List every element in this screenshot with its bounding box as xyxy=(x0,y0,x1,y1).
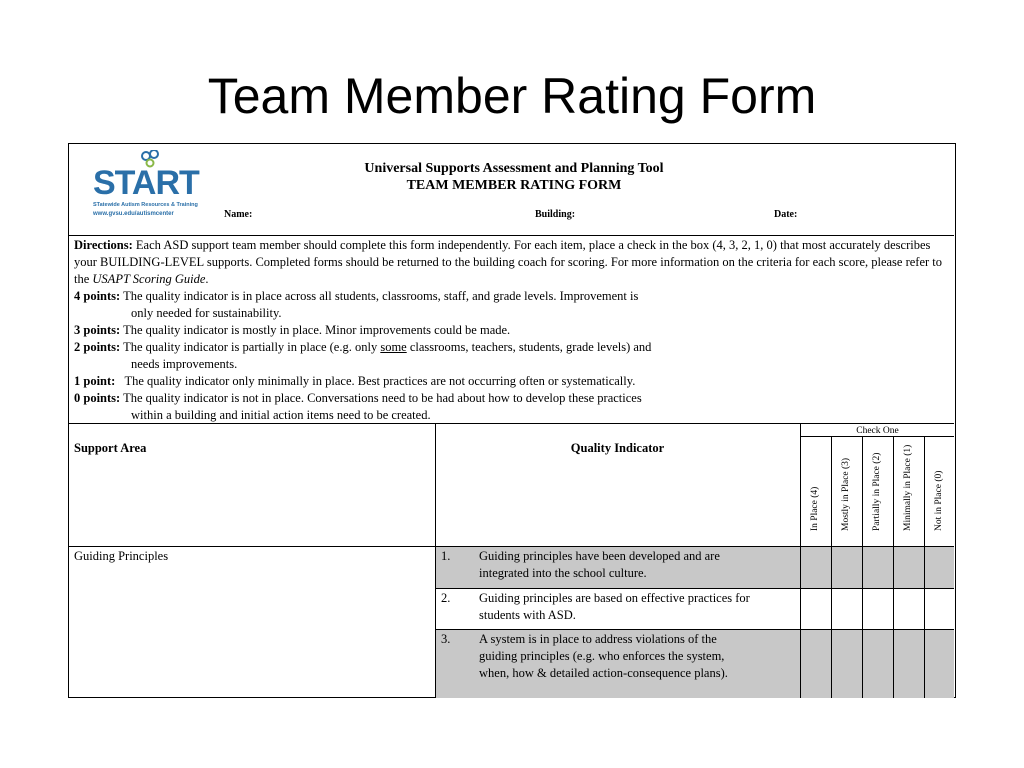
check-box[interactable] xyxy=(801,589,831,629)
start-logo xyxy=(93,150,199,220)
point-4-line: 4 points: The quality indicator is in place across all students, classrooms, staff, and grade levels. Improvement is xyxy=(74,289,639,303)
rating-form xyxy=(68,143,956,698)
item-number: 3. xyxy=(441,632,451,646)
slide-title: Team Member Rating Form xyxy=(207,68,817,124)
logo-wordmark: START xyxy=(93,164,199,202)
quality-indicator-header: Quality Indicator xyxy=(570,441,665,455)
logo-tagline: STatewide Autism Resources & Training xyxy=(93,202,198,208)
directions-label: Directions: xyxy=(74,238,133,252)
check-box[interactable] xyxy=(863,589,893,629)
rating-header-3: Mostly in Place (3) xyxy=(840,457,851,531)
directions-body: Each ASD support team member should complete this form independently. For each item, place a check in the box (4, 3, 2, 1, 0) that most accurately describes your BUILDING-LEVEL supports. Completed forms should be returned to the building coach for scoring. For more information on the criteria for each score, please refer to the xyxy=(74,238,943,286)
rating-col-3 xyxy=(831,437,862,545)
directions-text xyxy=(74,237,950,288)
check-box[interactable] xyxy=(832,630,862,698)
check-box[interactable] xyxy=(925,547,954,588)
check-box[interactable] xyxy=(832,547,862,588)
rating-header-2: Partially in Place (2) xyxy=(871,452,882,531)
rating-col-1 xyxy=(893,437,924,545)
item-number: 2. xyxy=(441,591,451,605)
directions-end: . xyxy=(205,272,209,286)
check-box[interactable] xyxy=(801,630,831,698)
rating-header-1: Minimally in Place (1) xyxy=(902,444,913,531)
directions-section xyxy=(69,235,954,424)
point-1-line: 1 point: The quality indicator only minimally in place. Best practices are not occurring often or systematically. xyxy=(74,374,636,388)
check-box[interactable] xyxy=(894,547,924,588)
item-number: 1. xyxy=(441,549,451,563)
building-field-label: Building: xyxy=(535,209,576,220)
form-heading xyxy=(219,160,809,194)
support-area-cell: Guiding Principles xyxy=(74,549,169,563)
check-one-header: Check One xyxy=(856,426,899,436)
rating-col-4 xyxy=(800,437,831,545)
form-title: TEAM MEMBER RATING FORM xyxy=(406,178,622,193)
divider xyxy=(435,423,436,698)
check-box[interactable] xyxy=(925,630,954,698)
tool-title: Universal Supports Assessment and Planning Tool xyxy=(364,161,664,176)
point-2-line: 2 points: The quality indicator is partially in place (e.g. only some classrooms, teachers, students, grade levels) and xyxy=(74,340,652,354)
rating-header-4: In Place (4) xyxy=(809,486,820,531)
check-box[interactable] xyxy=(894,589,924,629)
check-box[interactable] xyxy=(801,547,831,588)
check-box[interactable] xyxy=(863,547,893,588)
date-field-label: Date: xyxy=(774,209,798,220)
check-box[interactable] xyxy=(832,589,862,629)
logo-url: www.gvsu.edu/autismcenter xyxy=(93,211,174,217)
point-2-cont: needs improvements. xyxy=(131,357,238,371)
point-3-line: 3 points: The quality indicator is mostly in place. Minor improvements could be made. xyxy=(74,323,511,337)
point-0-cont: within a building and initial action items need to be created. xyxy=(131,408,431,422)
support-area-header: Support Area xyxy=(74,441,147,455)
name-field-label: Name: xyxy=(224,209,253,220)
point-0-line: 0 points: The quality indicator is not in place. Conversations need to be had about how to develop these practices xyxy=(74,391,642,405)
form-header xyxy=(69,144,954,236)
scoring-guide-reference: USAPT Scoring Guide xyxy=(92,272,206,286)
point-4-cont: only needed for sustainability. xyxy=(131,306,282,320)
check-box[interactable] xyxy=(894,630,924,698)
quality-indicator-text: Guiding principles have been developed and are integrated into the school culture. xyxy=(479,549,720,580)
rating-col-2 xyxy=(862,437,893,545)
check-box[interactable] xyxy=(925,589,954,629)
rating-col-0 xyxy=(924,437,955,545)
quality-indicator-text: A system is in place to address violations of the guiding principles (e.g. who enforces the system, when, how & detailed action-consequence plans). xyxy=(479,632,728,680)
check-box[interactable] xyxy=(863,630,893,698)
rating-header-0: Not in Place (0) xyxy=(933,470,944,531)
quality-indicator-text: Guiding principles are based on effective practices for students with ASD. xyxy=(479,591,750,622)
